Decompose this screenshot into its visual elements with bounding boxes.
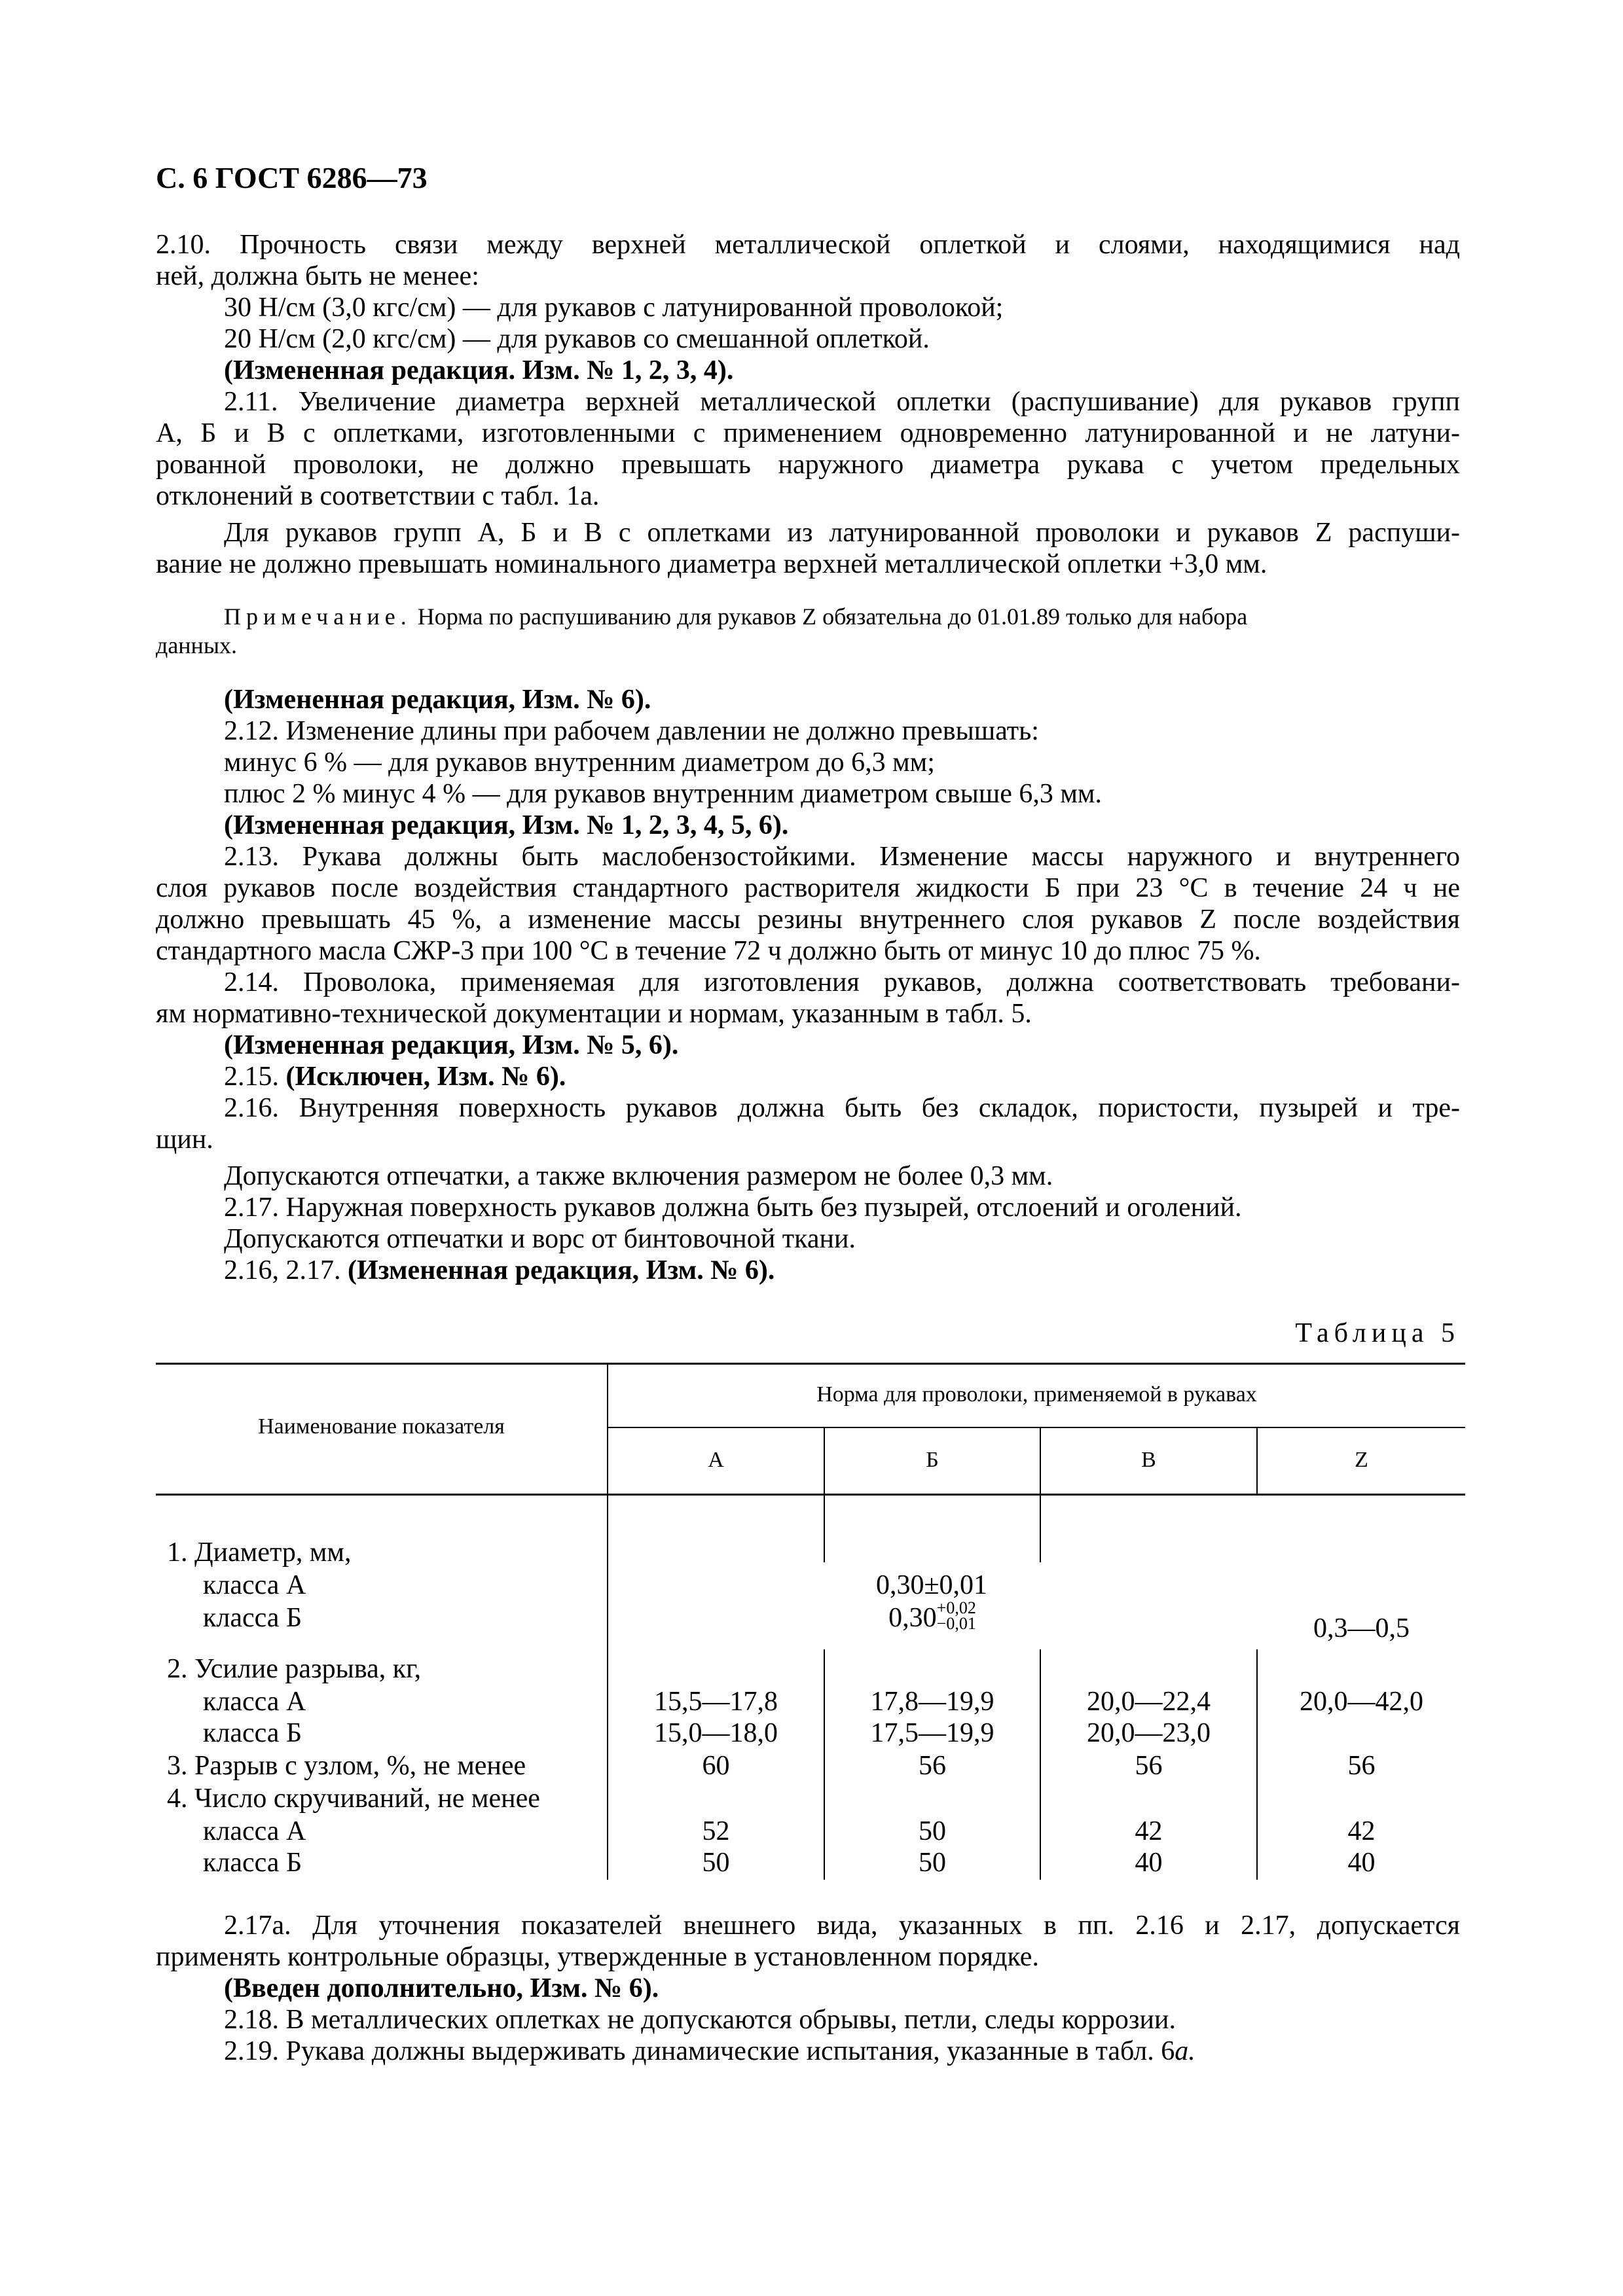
p217-edit-line [224, 1255, 775, 1286]
row1-class-b-minus-tol: −0,01 [936, 1614, 976, 1634]
row3-v: 56 [1135, 1751, 1163, 1781]
row4-v-class-b: 40 [1135, 1848, 1163, 1878]
row2-a-class-b: 15,0—18,0 [654, 1718, 778, 1748]
p216-line1: 2.16. Внутренняя поверхность рукавов должна быть без складок, пористости, пузырей и тре- [224, 1093, 1460, 1123]
row2-label: 2. Усилие разрыва, кг, [167, 1654, 422, 1684]
p214-line1: 2.14. Проволока, применяемая для изготовления рукавов, должна соответствовать требовани- [224, 967, 1460, 997]
p211-line3: рованной проволоки, не должно превышать наружного диаметра рукава с учетом предельных [156, 450, 1460, 480]
row4-a-class-b: 50 [702, 1848, 730, 1878]
p217-num: 2.16, 2.17. [224, 1255, 341, 1285]
p210-line3: 30 Н/см (3,0 кгс/см) — для рукавов с латунированной проволокой; [224, 293, 1004, 323]
p217a-line2: применять контрольные образцы, утвержденные в установленном порядке. [156, 1942, 1039, 1972]
row1-class-b-base: 0,30 [888, 1603, 937, 1633]
table-top-rule [156, 1363, 1465, 1365]
row4-label: 4. Число скручиваний, не менее [167, 1784, 540, 1814]
table-caption: Таблица 5 [1295, 1318, 1460, 1348]
p211-line6: вание не должно превышать номинального диаметра верхней металлической оплетки +3,0 мм. [156, 549, 1267, 579]
col-header-v: В [1141, 1448, 1156, 1472]
p219-tail: а. [1175, 2036, 1195, 2066]
row3-label: 3. Разрыв с узлом, %, не менее [167, 1751, 526, 1781]
row4-a-class-a: 52 [702, 1816, 730, 1846]
row2-v-class-b: 20,0—23,0 [1087, 1718, 1211, 1748]
row3-b: 56 [919, 1751, 946, 1781]
row1-class-a-value: 0,30±0,01 [876, 1570, 988, 1600]
p218: 2.18. В металлических оплетках не допускаются обрывы, петли, следы коррозии. [224, 2005, 1176, 2035]
page-header: С. 6 ГОСТ 6286—73 [156, 161, 428, 194]
note-text: Норма по распушиванию для рукавов Z обязательна до 01.01.89 только для набора [417, 603, 1248, 630]
row1-label: 1. Диаметр, мм, [167, 1537, 352, 1568]
p210-edit: (Измененная редакция. Изм. № 1, 2, 3, 4). [224, 355, 734, 386]
p213-line4: стандартного масла СЖР-3 при 100 °С в течение 72 ч должно быть от минус 10 до плюс 75 %. [156, 936, 1261, 966]
row1-class-b-value [825, 1598, 1040, 1636]
row4-z-class-b: 40 [1347, 1848, 1376, 1878]
col-header-norm: Норма для проволоки, применяемой в рукавах [816, 1382, 1257, 1407]
p216-line3: Допускаются отпечатки, а также включения размером не более 0,3 мм. [224, 1161, 1053, 1191]
p217-edit: (Измененная редакция, Изм. № 6). [348, 1255, 775, 1285]
p215-text: (Исключен, Изм. № 6). [285, 1062, 566, 1092]
p215 [224, 1061, 566, 1092]
row2-a-class-a: 15,5—17,8 [654, 1687, 778, 1717]
p214-line2: ям нормативно-технической документации и нормам, указанным в табл. 5. [156, 999, 1032, 1029]
row2-z-value: 20,0—42,0 [1300, 1687, 1423, 1717]
p217a-line1: 2.17а. Для уточнения показателей внешнего вида, указанных в пп. 2.16 и 2.17, допускается [224, 1910, 1460, 1941]
row4-b-class-b: 50 [919, 1848, 946, 1878]
note-line1 [224, 602, 1247, 631]
col-header-z: Z [1355, 1448, 1368, 1472]
row4-class-a: класса А [203, 1816, 306, 1846]
note-label: Примечание. [224, 603, 412, 630]
p216-line2: щин. [156, 1124, 213, 1155]
table-vline-1 [607, 1363, 608, 1880]
row4-b-class-a: 50 [919, 1816, 946, 1846]
table-header-rule [156, 1494, 1465, 1496]
row4-v-class-a: 42 [1135, 1816, 1163, 1846]
row2-v-class-a: 20,0—22,4 [1087, 1687, 1211, 1717]
p212-line1: 2.12. Изменение длины при рабочем давлении не должно превышать: [224, 716, 1039, 746]
p213-line1: 2.13. Рукава должны быть маслобензостойкими. Изменение массы наружного и внутреннего [224, 842, 1460, 872]
p210-line4: 20 Н/см (2,0 кгс/см) — для рукавов со смешанной оплеткой. [224, 324, 930, 354]
row2-b-class-b: 17,5—19,9 [870, 1718, 994, 1748]
row3-z: 56 [1347, 1751, 1376, 1781]
edit-note: (Измененная редакция, Изм. № 6). [224, 685, 651, 715]
row1-z-value: 0,3—0,5 [1313, 1613, 1410, 1643]
row1-class-a: класса А [203, 1570, 306, 1600]
p211-line1: 2.11. Увеличение диаметра верхней металлической оплетки (распушивание) для рукавов групп [224, 387, 1460, 417]
col-header-b: Б [926, 1448, 939, 1472]
row1-class-b-plus-tol: +0,02 [936, 1598, 976, 1618]
p214-edit: (Измененная редакция, Изм. № 5, 6). [224, 1030, 679, 1060]
p213-line2: слоя рукавов после воздействия стандартного растворителя жидкости Б при 23 °С в течение 24 ч не [156, 873, 1460, 903]
row1-class-b: класса Б [203, 1603, 302, 1633]
col-header-name: Наименование показателя [258, 1414, 505, 1439]
p211-line2: А, Б и В с оплетками, изготовленными с применением одновременно латунированной и не латуни- [156, 418, 1460, 448]
p211-line5: Для рукавов групп А, Б и В с оплетками из латунированной проволоки и рукавов Z распуши- [224, 518, 1460, 548]
p212-edit: (Измененная редакция, Изм. № 1, 2, 3, 4, 5, 6). [224, 810, 789, 840]
p212-line2: минус 6 % — для рукавов внутренним диаметром до 6,3 мм; [224, 747, 935, 778]
p217-line2: Допускаются отпечатки и ворс от бинтовочной ткани. [224, 1224, 856, 1254]
row2-class-a: класса А [203, 1687, 306, 1717]
p212-line3: плюс 2 % минус 4 % — для рукавов внутренним диаметром свыше 6,3 мм. [224, 779, 1102, 809]
p217a-edit: (Введен дополнительно, Изм. № 6). [224, 1973, 659, 2003]
p211-line4: отклонений в соответствии с табл. 1а. [156, 481, 600, 511]
p210-line2: ней, должна быть не менее: [156, 261, 479, 291]
p210-line1: 2.10. Прочность связи между верхней металлической оплеткой и слоями, находящимися над [156, 230, 1460, 260]
table-header-divider [608, 1427, 1465, 1428]
row2-b-class-a: 17,8—19,9 [870, 1687, 994, 1717]
p219 [224, 2036, 1195, 2067]
p215-num: 2.15. [224, 1062, 279, 1092]
p213-line3: должно превышать 45 %, а изменение массы резины внутреннего слоя рукавов Z после воздействия [156, 905, 1460, 935]
p217-line1: 2.17. Наружная поверхность рукавов должна быть без пузырей, отслоений и оголений. [224, 1193, 1242, 1223]
row4-class-b: класса Б [203, 1848, 302, 1878]
col-header-a: А [708, 1448, 724, 1472]
p219-text: 2.19. Рукава должны выдерживать динамические испытания, указанные в табл. 6 [224, 2036, 1175, 2066]
row2-class-b: класса Б [203, 1718, 302, 1748]
row3-a: 60 [702, 1751, 730, 1781]
row4-z-class-a: 42 [1347, 1816, 1376, 1846]
note-line2: данных. [156, 632, 238, 658]
